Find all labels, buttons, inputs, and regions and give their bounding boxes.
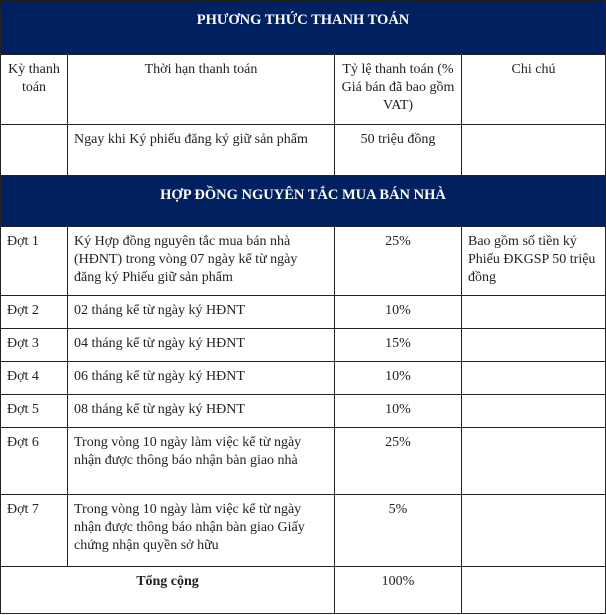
deposit-row [1, 125, 606, 176]
header-row [1, 55, 606, 125]
installment-row [1, 428, 606, 495]
note-cell [462, 428, 606, 495]
note-cell: Bao gồm số tiền ký Phiếu ĐKGSP 50 triệu đồng [462, 227, 606, 296]
note-cell [462, 125, 606, 176]
term-cell: Đợt 3 [1, 329, 68, 362]
installment-row [1, 227, 606, 296]
rate-cell: 5% [335, 495, 462, 567]
period-cell: Trong vòng 10 ngày làm việc kể từ ngày nhận được thông báo nhận bàn giao nhà [68, 428, 335, 495]
installment-row [1, 329, 606, 362]
note-cell [462, 495, 606, 567]
rate-cell: 25% [335, 428, 462, 495]
term-cell: Đợt 5 [1, 395, 68, 428]
rate-cell: 25% [335, 227, 462, 296]
rate-cell: 10% [335, 296, 462, 329]
note-cell [462, 362, 606, 395]
term-cell: Đợt 4 [1, 362, 68, 395]
term-cell: Đợt 7 [1, 495, 68, 567]
col-header-rate: Tỷ lệ thanh toán (% Giá bán đã bao gồm VAT) [335, 55, 462, 125]
rate-cell: 10% [335, 362, 462, 395]
installment-row [1, 296, 606, 329]
term-cell [1, 125, 68, 176]
term-cell: Đợt 6 [1, 428, 68, 495]
total-rate: 100% [335, 567, 462, 614]
period-cell: 08 tháng kể từ ngày ký HĐNT [68, 395, 335, 428]
term-cell: Đợt 2 [1, 296, 68, 329]
note-cell [462, 567, 606, 614]
col-header-term: Kỳ thanh toán [1, 55, 68, 125]
period-cell: 02 tháng kể từ ngày ký HĐNT [68, 296, 335, 329]
installment-row [1, 362, 606, 395]
rate-cell: 50 triệu đồng [335, 125, 462, 176]
term-cell: Đợt 1 [1, 227, 68, 296]
period-cell: 04 tháng kể từ ngày ký HĐNT [68, 329, 335, 362]
period-cell: 06 tháng kể từ ngày ký HĐNT [68, 362, 335, 395]
table-title: PHƯƠNG THỨC THANH TOÁN [1, 1, 606, 55]
note-cell [462, 329, 606, 362]
installment-row [1, 495, 606, 567]
col-header-note: Chi chú [462, 55, 606, 125]
period-cell: Trong vòng 10 ngày làm việc kể từ ngày nhận được thông báo nhận bàn giao Giấy chứng nhận quyền sở hữu [68, 495, 335, 567]
total-label: Tổng cộng [1, 567, 335, 614]
total-row [1, 567, 606, 614]
period-cell: Ngay khi Ký phiếu đăng ký giữ sản phẩm [68, 125, 335, 176]
note-cell [462, 395, 606, 428]
period-cell: Ký Hợp đồng nguyên tắc mua bán nhà (HĐNT) trong vòng 07 ngày kể từ ngày đăng ký Phiếu giữ sản phẩm [68, 227, 335, 296]
col-header-period: Thời hạn thanh toán [68, 55, 335, 125]
rate-cell: 10% [335, 395, 462, 428]
note-cell [462, 296, 606, 329]
rate-cell: 15% [335, 329, 462, 362]
section-title: HỢP ĐỒNG NGUYÊN TẮC MUA BÁN NHÀ [1, 176, 606, 227]
installment-row [1, 395, 606, 428]
